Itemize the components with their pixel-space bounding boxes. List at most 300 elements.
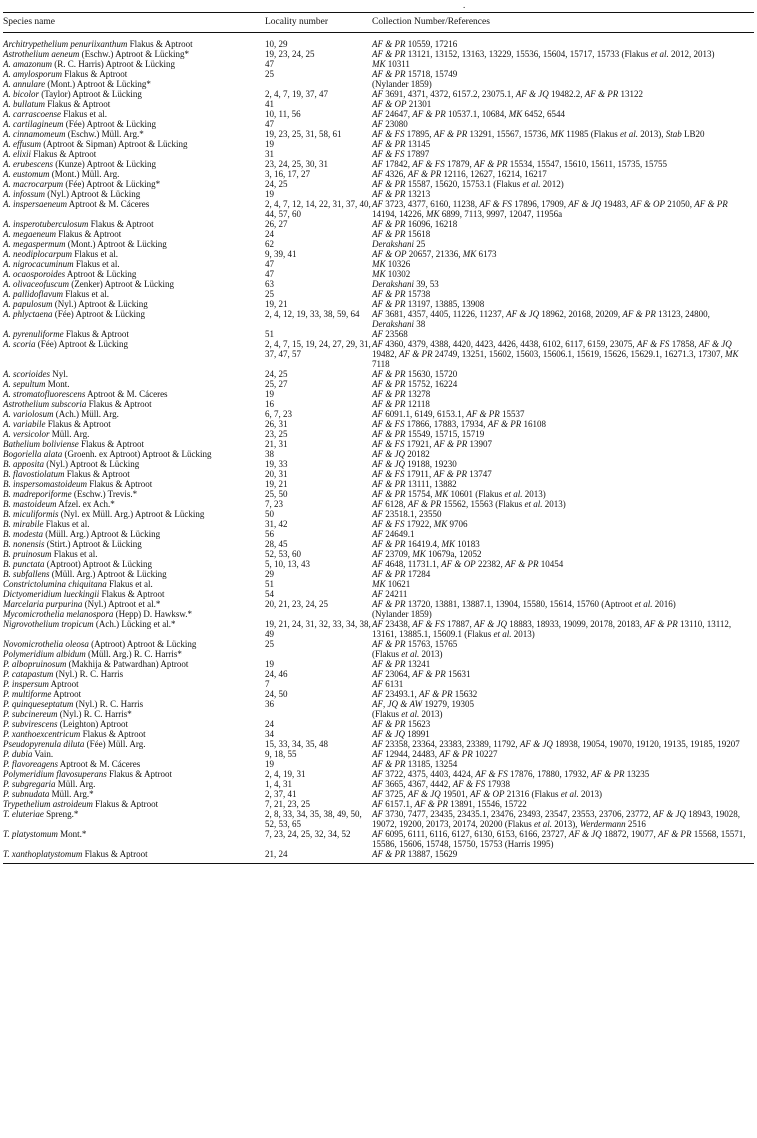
species-binomial: P. dubia bbox=[3, 749, 33, 759]
species-authority: Flakus et al. bbox=[51, 549, 98, 559]
species-cell bbox=[3, 439, 265, 449]
table-row bbox=[3, 799, 754, 809]
species-binomial: B. flavostiolatum bbox=[3, 469, 65, 479]
reference-cell: AF 23438, AF & FS 17887, AF & JQ 18883, 18933, 19099, 20178, 20183, AF & PR 13110, 13112, 13161, 13885.1, 15609.1 (Flakus et al. 2013) bbox=[372, 619, 732, 639]
reference-cell: AF & PR 15618 bbox=[372, 229, 431, 239]
species-binomial: P. flavoreagens bbox=[3, 759, 58, 769]
species-binomial: A. annulare bbox=[3, 79, 46, 89]
reference-cell: AF & PR 15752, 16224 bbox=[372, 379, 458, 389]
header-species: Species name bbox=[3, 13, 265, 33]
table-row bbox=[3, 409, 754, 419]
species-cell bbox=[3, 649, 265, 659]
species-binomial: Trypethelium astroideum bbox=[3, 799, 93, 809]
species-binomial: A. inspersaeneum bbox=[3, 199, 67, 209]
species-binomial: A. nigrocacuminum bbox=[3, 259, 74, 269]
species-authority: Flakus & Aptroot bbox=[63, 329, 129, 339]
reference-cell: AF & PR 13145 bbox=[372, 139, 431, 149]
species-binomial: Architrypethelium penuriixanthum bbox=[3, 39, 128, 49]
reference-cell: AF 4326, AF & PR 12116, 12627, 16214, 16217 bbox=[372, 169, 547, 179]
species-binomial: Mycomicrothelia melanospora bbox=[3, 609, 114, 619]
species-cell bbox=[3, 59, 265, 69]
species-authority: (Nyl.) R. C. Harris* bbox=[57, 709, 132, 719]
locality-cell: 47 bbox=[265, 59, 274, 69]
locality-cell: 47 bbox=[265, 269, 274, 279]
locality-cell: 21, 24 bbox=[265, 849, 372, 864]
reference-cell: AF 17842, AF & FS 17879, AF & PR 15534, 15547, 15610, 15611, 15735, 15755 bbox=[372, 159, 667, 169]
table-row bbox=[3, 189, 754, 199]
table-row bbox=[3, 639, 754, 649]
species-cell bbox=[3, 199, 265, 219]
reference-cell: AF & FS 17922, MK 9706 bbox=[372, 519, 468, 529]
species-binomial: A. variabile bbox=[3, 419, 46, 429]
table-row bbox=[3, 289, 754, 299]
species-binomial: A. infossum bbox=[3, 189, 46, 199]
reference-cell: AF & PR 15630, 15720 bbox=[372, 369, 458, 379]
reference-cell: AF 23568 bbox=[372, 329, 408, 339]
species-binomial: Astrothelium subscoria bbox=[3, 399, 87, 409]
species-binomial: A. phlyctaena bbox=[3, 309, 53, 319]
reference-cell: AF & PR 13121, 13152, 13163, 13229, 15536, 15604, 15717, 15733 (Flakus et al. 2012, 2013) bbox=[372, 49, 715, 59]
locality-cell: 25, 50 bbox=[265, 489, 288, 499]
species-table bbox=[3, 12, 754, 864]
species-binomial: T. xanthoplatystomum bbox=[3, 849, 83, 859]
locality-cell: 31, 42 bbox=[265, 519, 288, 529]
species-cell bbox=[3, 279, 265, 289]
reference-cell: AF & FS 17897 bbox=[372, 149, 430, 159]
species-cell bbox=[3, 49, 265, 59]
species-binomial: P. multiforme bbox=[3, 689, 52, 699]
species-authority: Spreng.* bbox=[43, 809, 79, 819]
species-authority: Flakus & Aptroot bbox=[106, 769, 173, 779]
species-authority: (Nyl.) Aptroot et al.* bbox=[82, 599, 161, 609]
species-binomial: P. subvirescens bbox=[3, 719, 58, 729]
locality-cell: 2, 4, 19, 31 bbox=[265, 769, 306, 779]
species-authority: (Aptroot & Sipman) Aptroot & Lücking bbox=[41, 139, 188, 149]
locality-cell: 25 bbox=[265, 639, 274, 649]
locality-cell: 24, 46 bbox=[265, 669, 288, 679]
reference-cell: AF 3691, 4371, 4372, 6157.2, 23075.1, AF & JQ 19482.2, AF & PR 13122 bbox=[372, 89, 644, 99]
reference-cell: AF & PR 13241 bbox=[372, 659, 431, 669]
table-row bbox=[3, 79, 754, 89]
reference-cell: AF & PR 17284 bbox=[372, 569, 431, 579]
reference-cell: AF 3730, 7477, 23435, 23435.1, 23476, 23493, 23547, 23553, 23706, 23772, AF & JQ 18943, 19028, 19072, 19200, 20173, 20174, 20200 (Flakus et al. 2013), Werdermann 2516 bbox=[372, 809, 741, 829]
locality-cell: 34 bbox=[265, 729, 274, 739]
table-row bbox=[3, 469, 754, 479]
species-binomial: B. apposita bbox=[3, 459, 45, 469]
species-authority: Aptroot bbox=[48, 679, 79, 689]
reference-cell: AF 6128, AF & PR 15562, 15563 (Flakus et al. 2013) bbox=[372, 499, 566, 509]
locality-cell: 19, 21, 24, 31, 32, 33, 34, 38, 49 bbox=[265, 619, 371, 639]
species-cell bbox=[3, 419, 265, 429]
species-cell bbox=[3, 219, 265, 229]
locality-cell: 1, 4, 31 bbox=[265, 779, 292, 789]
species-binomial: Novomicrothelia oleosa bbox=[3, 639, 89, 649]
locality-cell: 26, 27 bbox=[265, 219, 288, 229]
species-cell bbox=[3, 289, 265, 299]
table-row bbox=[3, 759, 754, 769]
locality-cell bbox=[265, 649, 372, 659]
species-authority: Aptroot bbox=[51, 689, 82, 699]
reference-cell: AF & PR 13213 bbox=[372, 189, 431, 199]
species-authority: (Hepp) D. Hawksw.* bbox=[113, 609, 193, 619]
species-binomial: A. stromatofluorescens bbox=[3, 389, 86, 399]
species-authority: (Eschw.) Aptroot & Lücking* bbox=[79, 49, 190, 59]
table-row bbox=[3, 199, 754, 219]
species-binomial: A. eustomum bbox=[3, 169, 50, 179]
locality-cell: 25 bbox=[265, 69, 274, 79]
locality-cell: 50 bbox=[265, 509, 274, 519]
table-row bbox=[3, 309, 754, 329]
locality-cell: 2, 37, 41 bbox=[265, 789, 297, 799]
species-cell bbox=[3, 139, 265, 149]
species-authority: (Kunze) Aptroot & Lücking bbox=[52, 159, 156, 169]
header-references: Collection Number/References bbox=[372, 13, 754, 33]
table-row bbox=[3, 679, 754, 689]
table-row bbox=[3, 49, 754, 59]
table-row bbox=[3, 159, 754, 169]
table-row bbox=[3, 449, 754, 459]
locality-cell: 24 bbox=[265, 229, 274, 239]
species-binomial: P. subgregaria bbox=[3, 779, 56, 789]
table-row bbox=[3, 429, 754, 439]
table-row bbox=[3, 329, 754, 339]
locality-cell: 16 bbox=[265, 399, 274, 409]
locality-cell: 19 bbox=[265, 659, 274, 669]
species-authority: Flakus & Aptroot bbox=[82, 849, 148, 859]
species-cell bbox=[3, 399, 265, 409]
species-cell bbox=[3, 719, 265, 729]
table-row bbox=[3, 829, 754, 849]
species-authority: (Aptroot) Aptroot & Lücking bbox=[88, 639, 197, 649]
species-binomial: B. pruinosum bbox=[3, 549, 52, 559]
species-authority: Müll. Arg. bbox=[55, 779, 96, 789]
locality-cell: 20, 21, 23, 24, 25 bbox=[265, 599, 328, 609]
locality-cell: 2, 4, 7, 19, 37, 47 bbox=[265, 89, 328, 99]
locality-cell: 19, 23, 24, 25 bbox=[265, 49, 315, 59]
species-binomial: A. carrascoense bbox=[3, 109, 61, 119]
species-authority: Flakus et al. bbox=[73, 259, 120, 269]
reference-cell: AF & PR 15763, 15765 bbox=[372, 639, 458, 649]
species-authority: (Stirt.) Aptroot & Lücking bbox=[44, 539, 142, 549]
species-cell bbox=[3, 129, 265, 139]
table-row bbox=[3, 279, 754, 289]
species-binomial: A. elixii bbox=[3, 149, 31, 159]
species-cell bbox=[3, 559, 265, 569]
locality-cell: 9, 39, 41 bbox=[265, 249, 297, 259]
locality-cell: 51 bbox=[265, 329, 274, 339]
reference-cell: AF & PR 13111, 13882 bbox=[372, 479, 457, 489]
table-row bbox=[3, 59, 754, 69]
reference-cell: Derakshani 25 bbox=[372, 239, 426, 249]
reference-cell: MK 10621 bbox=[372, 579, 411, 589]
locality-cell: 19 bbox=[265, 759, 274, 769]
species-authority: Flakus & Aptroot bbox=[87, 479, 153, 489]
species-authority: Flakus & Aptroot bbox=[31, 149, 97, 159]
species-authority: Flakus et al. bbox=[106, 579, 153, 589]
species-cell bbox=[3, 639, 265, 649]
table-row bbox=[3, 219, 754, 229]
locality-cell: 2, 4, 7, 12, 14, 22, 31, 37, 40, 44, 57, 60 bbox=[265, 199, 371, 219]
locality-cell: 6, 7, 23 bbox=[265, 409, 292, 419]
table-row bbox=[3, 789, 754, 799]
locality-cell: 7, 23 bbox=[265, 499, 283, 509]
locality-cell: 24 bbox=[265, 719, 274, 729]
species-cell bbox=[3, 33, 265, 50]
table-row bbox=[3, 719, 754, 729]
table-row bbox=[3, 489, 754, 499]
species-binomial: A. pyrenuliforme bbox=[3, 329, 64, 339]
reference-cell: Derakshani 39, 53 bbox=[372, 279, 439, 289]
table-row bbox=[3, 119, 754, 129]
species-binomial: A. amylosporum bbox=[3, 69, 62, 79]
species-cell bbox=[3, 79, 265, 89]
table-header bbox=[3, 13, 754, 33]
table-row bbox=[3, 229, 754, 239]
locality-cell: 19, 21 bbox=[265, 299, 288, 309]
locality-cell: 24, 50 bbox=[265, 689, 288, 699]
species-binomial: A. olivaceofuscum bbox=[3, 279, 69, 289]
species-cell bbox=[3, 779, 265, 789]
table-row bbox=[3, 299, 754, 309]
species-authority: (Mont.) Aptroot & Lücking* bbox=[45, 79, 151, 89]
locality-cell: 26, 31 bbox=[265, 419, 288, 429]
species-binomial: Nigrovothelium tropicum bbox=[3, 619, 94, 629]
species-binomial: P. inspersum bbox=[3, 679, 49, 689]
species-binomial: P. subcinereum bbox=[3, 709, 58, 719]
species-cell bbox=[3, 69, 265, 79]
species-authority: Flakus & Aptroot bbox=[45, 419, 111, 429]
species-authority: (Fée) Aptroot & Lücking bbox=[52, 309, 145, 319]
locality-cell: 19 bbox=[265, 389, 274, 399]
species-cell bbox=[3, 299, 265, 309]
species-binomial: B. mastoideum bbox=[3, 499, 57, 509]
species-cell bbox=[3, 609, 265, 619]
table-row bbox=[3, 419, 754, 429]
reference-cell: AF & PR 12118 bbox=[372, 399, 430, 409]
species-cell bbox=[3, 449, 265, 459]
locality-cell bbox=[265, 79, 372, 89]
table-row bbox=[3, 739, 754, 749]
locality-cell: 10, 29 bbox=[265, 39, 288, 49]
locality-cell: 19, 33 bbox=[265, 459, 288, 469]
locality-cell: 10, 11, 56 bbox=[265, 109, 301, 119]
reference-cell: AF 23358, 23364, 23383, 23389, 11792, AF & JQ 18938, 19054, 19070, 19120, 19135, 19185, 19207 bbox=[372, 739, 740, 749]
locality-cell: 5, 10, 13, 43 bbox=[265, 559, 310, 569]
species-binomial: T. platystomum bbox=[3, 829, 58, 839]
species-cell bbox=[3, 249, 265, 259]
species-binomial: A. sepultum bbox=[3, 379, 46, 389]
reference-cell: (Nylander 1859) bbox=[372, 609, 432, 619]
reference-cell: AF & JQ 19188, 19230 bbox=[372, 459, 457, 469]
locality-cell: 19 bbox=[265, 189, 274, 199]
table-row bbox=[3, 179, 754, 189]
species-authority: Flakus & Aptroot bbox=[62, 69, 128, 79]
table-row bbox=[3, 379, 754, 389]
table-row bbox=[3, 699, 754, 709]
species-binomial: P. subnudata bbox=[3, 789, 50, 799]
reference-cell: AF 3723, 4377, 6160, 11238, AF & FS 17896, 17909, AF & JQ 19483, AF & OP 21050, AF & PR 14194, 14226, MK 6899, 7113, 9997, 12047, 11956a bbox=[372, 199, 728, 219]
species-cell bbox=[3, 89, 265, 99]
species-cell bbox=[3, 149, 265, 159]
reference-cell: AF & PR 15754, MK 10601 (Flakus et al. 2013) bbox=[372, 489, 546, 499]
locality-cell: 38 bbox=[265, 449, 274, 459]
locality-cell: 24, 25 bbox=[265, 369, 288, 379]
species-binomial: B. punctata bbox=[3, 559, 45, 569]
species-cell bbox=[3, 829, 265, 849]
reference-cell: AF & PR 13720, 13881, 13887.1, 13904, 15580, 15614, 15760 (Aptroot et al. 2016) bbox=[372, 599, 676, 609]
species-cell bbox=[3, 499, 265, 509]
species-cell bbox=[3, 729, 265, 739]
species-authority: (Müll. Arg.) Aptroot & Lücking bbox=[43, 529, 161, 539]
species-binomial: Polymeridium flavosuperans bbox=[3, 769, 107, 779]
species-cell bbox=[3, 699, 265, 709]
locality-cell: 2, 8, 33, 34, 35, 38, 49, 50, 52, 53, 65 bbox=[265, 809, 362, 829]
table-row bbox=[3, 539, 754, 549]
species-authority: Flakus et al. bbox=[43, 519, 90, 529]
species-binomial: A. megaeneum bbox=[3, 229, 56, 239]
species-binomial: P. xanthoexcentricum bbox=[3, 729, 81, 739]
reference-cell: AF 4360, 4379, 4388, 4420, 4423, 4426, 4438, 6102, 6117, 6159, 23075, AF & FS 17858, AF & JQ 19482, AF & PR 24749, 13251, 15602, 15603, 15606.1, 15619, 15626, 15629.1, 16271.3, 17307, MK 7118 bbox=[372, 339, 739, 369]
table-row bbox=[3, 519, 754, 529]
reference-cell: AF 4648, 11731.1, AF & OP 22382, AF & PR 10454 bbox=[372, 559, 564, 569]
table-row bbox=[3, 769, 754, 779]
species-cell bbox=[3, 479, 265, 489]
table-row bbox=[3, 269, 754, 279]
species-authority: (Nyl.) Aptroot & Lücking bbox=[45, 189, 141, 199]
reference-cell: AF & PR 16096, 16218 bbox=[372, 219, 458, 229]
species-authority: Flakus & Aptroot bbox=[92, 799, 159, 809]
table-row bbox=[3, 239, 754, 249]
locality-cell bbox=[265, 709, 372, 719]
species-cell bbox=[3, 99, 265, 109]
species-cell bbox=[3, 739, 265, 749]
species-cell bbox=[3, 799, 265, 809]
locality-cell bbox=[265, 609, 372, 619]
species-cell bbox=[3, 159, 265, 169]
species-binomial: B. modesta bbox=[3, 529, 43, 539]
species-authority: (Nyl.) R. C. Harris bbox=[73, 699, 144, 709]
species-authority: (R. C. Harris) Aptroot & Lücking bbox=[52, 59, 175, 69]
species-authority: (Mont.) Müll. Arg. bbox=[49, 169, 120, 179]
species-cell bbox=[3, 179, 265, 189]
header-locality: Locality number bbox=[265, 13, 372, 33]
species-binomial: Polymeridium albidum bbox=[3, 649, 86, 659]
table-row bbox=[3, 339, 754, 369]
table-row bbox=[3, 529, 754, 539]
reference-cell: AF 6131 bbox=[372, 679, 404, 689]
locality-cell: 63 bbox=[265, 279, 274, 289]
species-authority: (Nyl.) Aptroot & Lücking bbox=[44, 459, 140, 469]
reference-cell: AF & PR 15549, 15715, 15719 bbox=[372, 429, 485, 439]
species-authority: Aptroot & Lücking bbox=[65, 269, 137, 279]
species-authority: Flakus & Aptroot bbox=[78, 439, 144, 449]
table-row bbox=[3, 589, 754, 599]
reference-cell: (Nylander 1859) bbox=[372, 79, 432, 89]
species-binomial: A. insperotuberculosum bbox=[3, 219, 89, 229]
locality-cell: 62 bbox=[265, 239, 274, 249]
species-binomial: A. scoria bbox=[3, 339, 36, 349]
species-binomial: A. bullatum bbox=[3, 99, 45, 109]
species-authority: (Ach.) Lücking et al.* bbox=[93, 619, 176, 629]
species-binomial: B. subfallens bbox=[3, 569, 50, 579]
species-authority: Flakus & Aptroot bbox=[127, 39, 193, 49]
table-row bbox=[3, 609, 754, 619]
table-row bbox=[3, 259, 754, 269]
reference-cell: AF 12944, 24483, AF & PR 10227 bbox=[372, 749, 498, 759]
locality-cell: 54 bbox=[265, 589, 274, 599]
species-binomial: A. effusum bbox=[3, 139, 41, 149]
species-binomial: Bathelium boliviense bbox=[3, 439, 79, 449]
table-row bbox=[3, 33, 754, 50]
species-binomial: A. ocaosporoides bbox=[3, 269, 66, 279]
table-row bbox=[3, 649, 754, 659]
reference-cell: (Flakus et al. 2013) bbox=[372, 649, 443, 659]
reference-cell: AF & PR 13197, 13885, 13908 bbox=[372, 299, 485, 309]
species-cell bbox=[3, 309, 265, 329]
species-cell bbox=[3, 599, 265, 609]
reference-cell: AF & OP 20657, 21336, MK 6173 bbox=[372, 249, 497, 259]
species-authority: Aptroot & M. Cáceres bbox=[85, 389, 168, 399]
locality-cell: 31 bbox=[265, 149, 274, 159]
species-cell bbox=[3, 459, 265, 469]
species-binomial: A. neodiplocarpum bbox=[3, 249, 72, 259]
table-row bbox=[3, 389, 754, 399]
species-authority: Flakus & Aptroot bbox=[64, 469, 130, 479]
reference-cell: AF 24211 bbox=[372, 589, 408, 599]
table-row bbox=[3, 369, 754, 379]
species-authority: Nyl. bbox=[50, 369, 68, 379]
species-cell bbox=[3, 679, 265, 689]
species-binomial: A. scorioides bbox=[3, 369, 50, 379]
species-cell bbox=[3, 489, 265, 499]
locality-cell: 25, 27 bbox=[265, 379, 288, 389]
reference-cell: AF & PR 15738 bbox=[372, 289, 431, 299]
table-row bbox=[3, 599, 754, 609]
species-cell bbox=[3, 769, 265, 779]
locality-cell: 52, 53, 60 bbox=[265, 549, 301, 559]
locality-cell: 28, 45 bbox=[265, 539, 288, 549]
species-cell bbox=[3, 519, 265, 529]
species-authority: Flakus et al. bbox=[63, 289, 109, 299]
species-cell bbox=[3, 569, 265, 579]
species-cell bbox=[3, 789, 265, 799]
reference-cell: (Flakus et al. 2013) bbox=[372, 709, 443, 719]
reference-cell: AF 24649.1 bbox=[372, 529, 415, 539]
species-authority: Flakus & Aptroot bbox=[55, 229, 122, 239]
reference-cell: AF & PR 13887, 15629 bbox=[372, 849, 754, 864]
species-authority: Flakus et al. bbox=[61, 109, 107, 119]
species-authority: (Leighton) Aptroot bbox=[57, 719, 128, 729]
species-binomial: Dictyomeridium lueckingii bbox=[3, 589, 100, 599]
table-row bbox=[3, 459, 754, 469]
reference-cell: AF 3665, 4367, 4442, AF & FS 17938 bbox=[372, 779, 511, 789]
species-binomial: A. papulosum bbox=[3, 299, 53, 309]
species-authority: Flakus et al. bbox=[72, 249, 118, 259]
species-cell bbox=[3, 619, 265, 639]
species-binomial: A. erubescens bbox=[3, 159, 53, 169]
species-authority: (Taylor) Aptroot & Lücking bbox=[39, 89, 142, 99]
locality-cell: 19, 23, 25, 31, 58, 61 bbox=[265, 129, 342, 139]
table-row bbox=[3, 89, 754, 99]
species-binomial: Astrothelium aeneum bbox=[3, 49, 80, 59]
locality-cell: 23, 24, 25, 30, 31 bbox=[265, 159, 328, 169]
species-binomial: Bogoriella alata bbox=[3, 449, 63, 459]
species-cell bbox=[3, 269, 265, 279]
table-row bbox=[3, 619, 754, 639]
species-binomial: Constrictolumina chiquitana bbox=[3, 579, 107, 589]
species-cell bbox=[3, 429, 265, 439]
species-authority: (Nyl.) Aptroot & Lücking bbox=[52, 299, 148, 309]
